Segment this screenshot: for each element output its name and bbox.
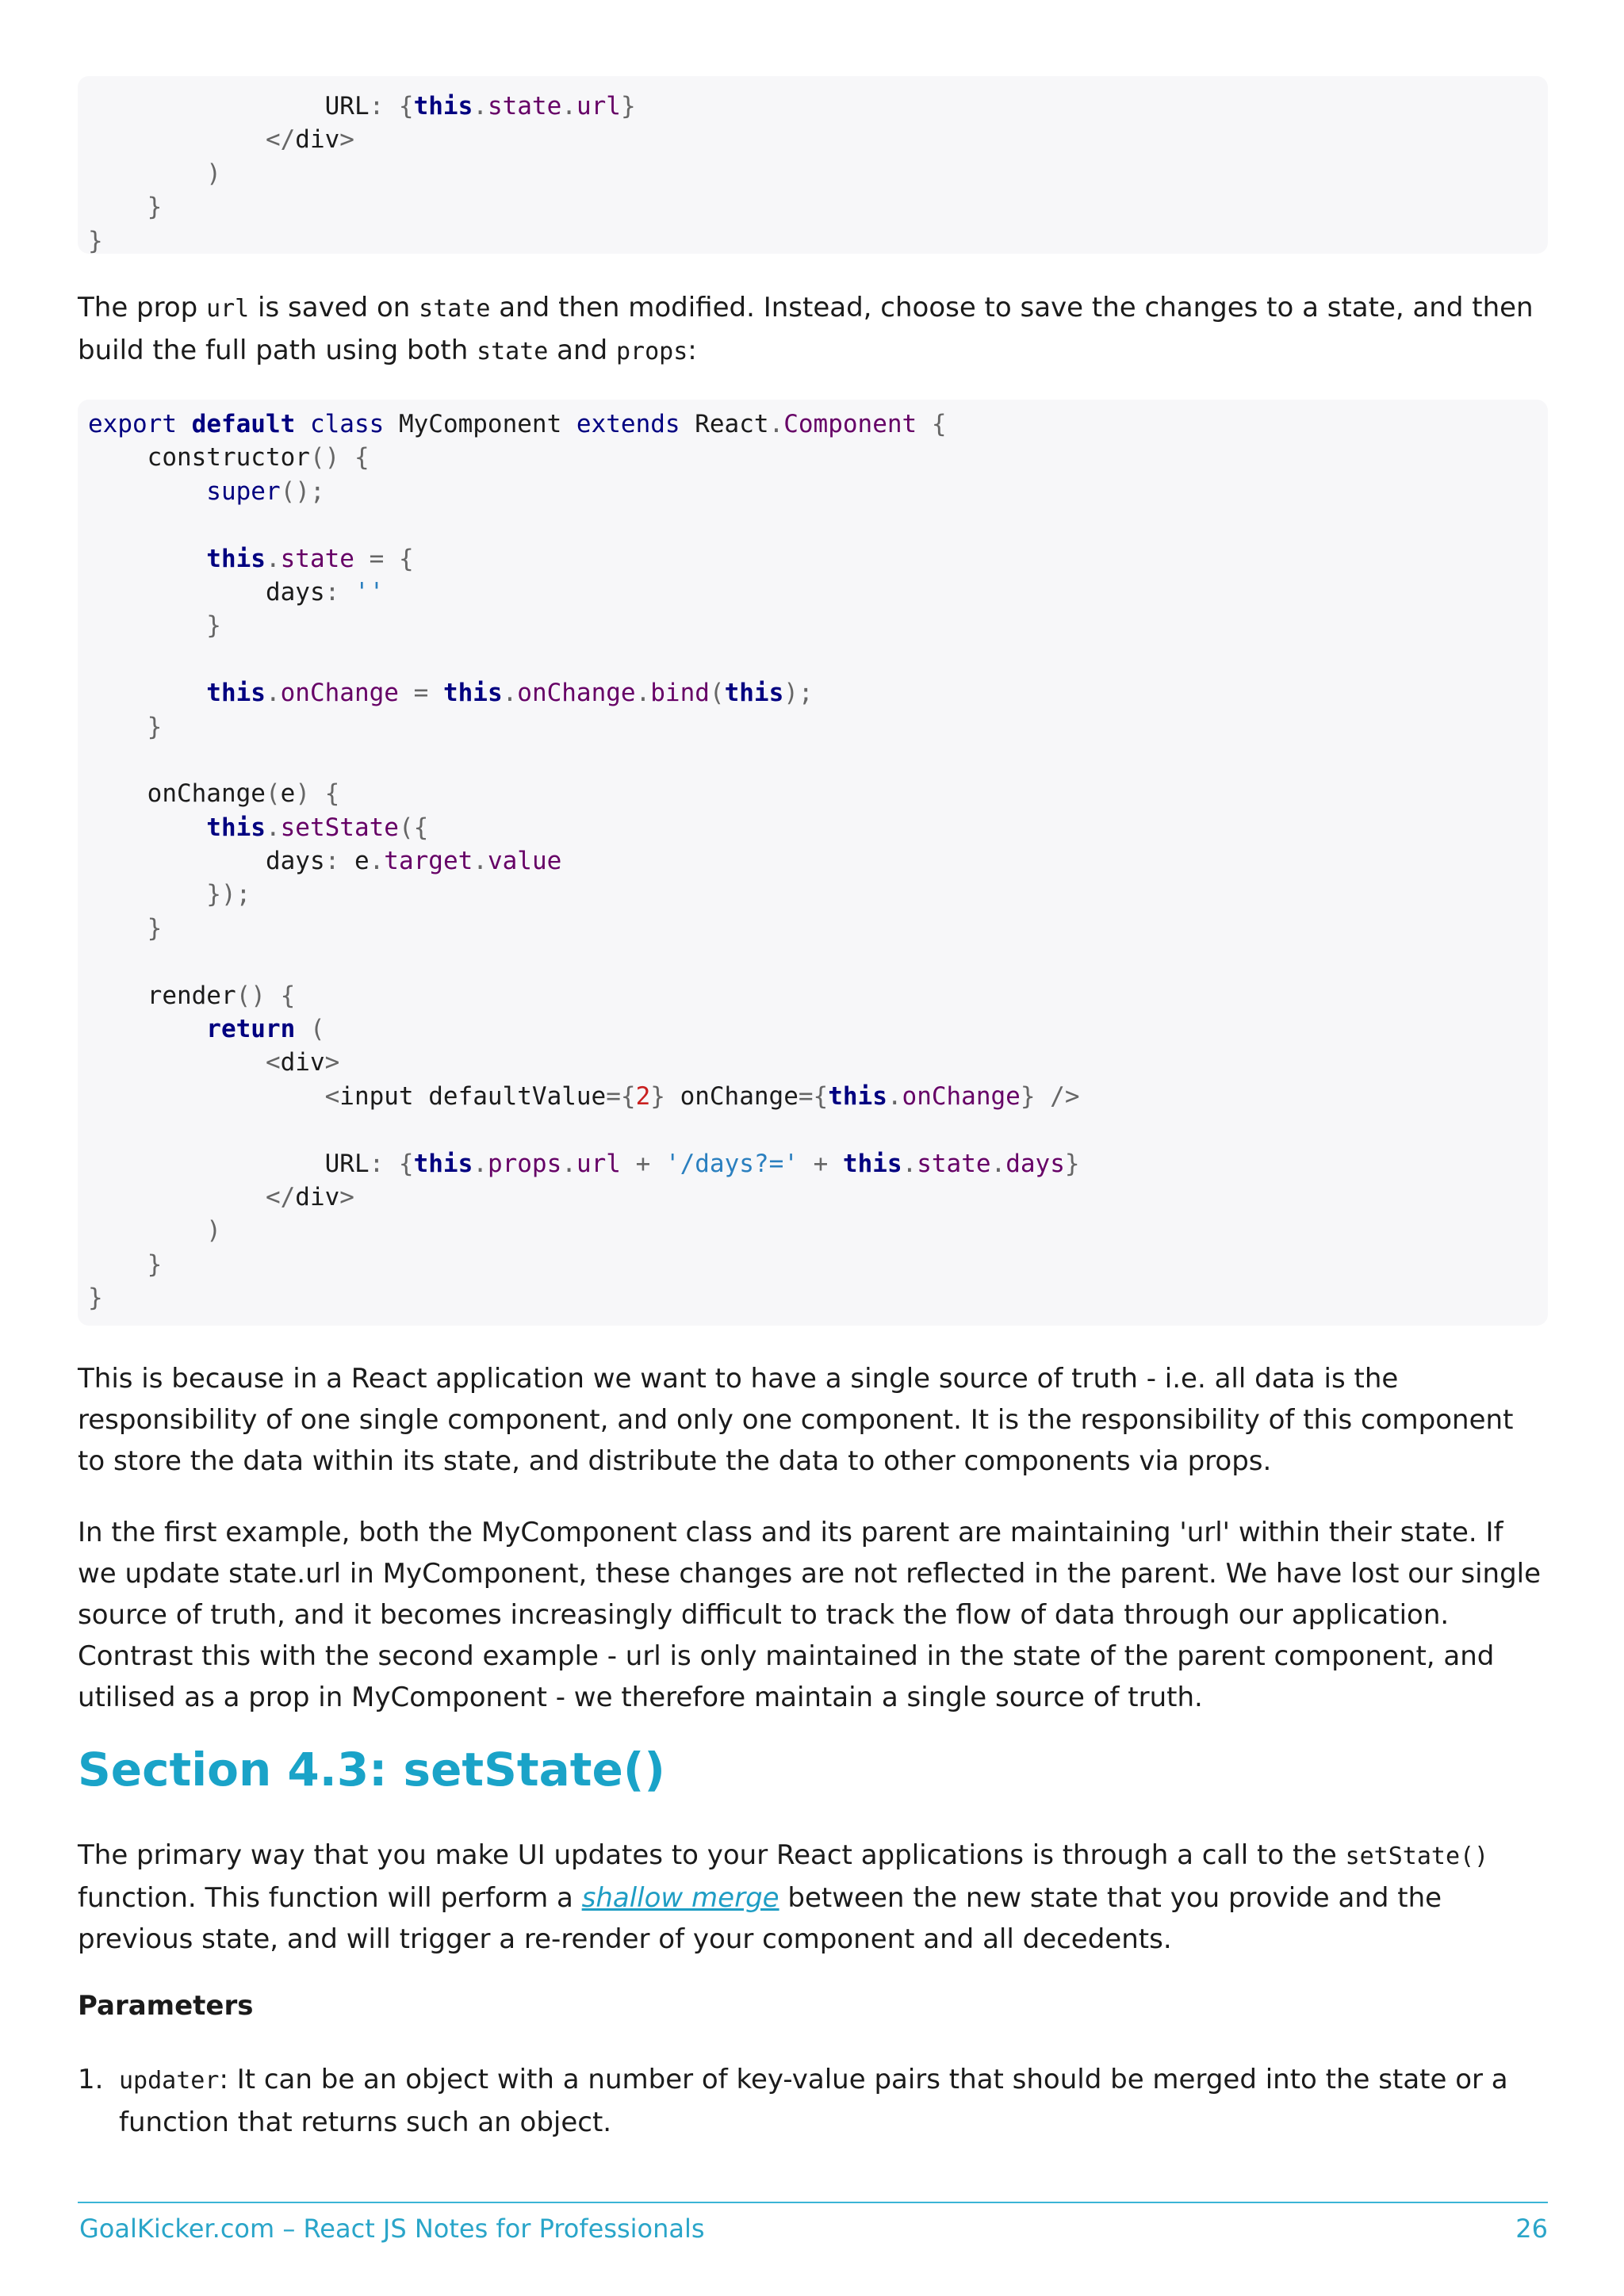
code-line: return ( — [88, 1015, 325, 1044]
code-line: ) — [88, 1216, 221, 1246]
code-listing — [78, 408, 1548, 1315]
page-number: 26 — [1515, 2214, 1548, 2244]
updater-code: updater — [119, 2067, 220, 2095]
code-line: } — [88, 712, 163, 741]
list-number: 1. — [78, 2064, 104, 2095]
list-item — [78, 2059, 1546, 2143]
code-block-previous — [78, 76, 1548, 254]
section-heading: Section 4.3: setState() — [78, 1743, 665, 1797]
footer-divider — [78, 2202, 1548, 2203]
code-line: constructor() { — [88, 443, 370, 473]
code-line: URL: {this.props.url + '/days?=' + this.state.days} — [88, 1149, 1080, 1178]
code-line: </div> — [88, 1182, 354, 1211]
code-line: <input defaultValue={2} onChange={this.onChange} /> — [88, 1081, 1080, 1111]
code-line — [88, 945, 1548, 978]
code-line: this.setState({ — [88, 813, 429, 842]
code-line: this.state = { — [88, 544, 414, 573]
paragraph-prop-url: The prop url is saved on state and then modified. Instead, choose to save the changes to a state, and then build the full path using both state and props: — [78, 292, 1534, 366]
code-listing — [78, 90, 1548, 258]
paragraph-single-source: This is because in a React application we want to have a single source of truth - i.e. all data is the responsibility of one single component, and only one component. It is the responsibility of this component to store the data within its state, and distribute the data to other components via props. — [78, 1363, 1514, 1477]
code-line: <div> — [88, 1048, 340, 1077]
shallow-merge-link[interactable]: shallow merge — [581, 1882, 779, 1914]
parameters-heading: Parameters — [78, 1990, 254, 2022]
code-line: } — [88, 193, 163, 222]
code-line: super(); — [88, 476, 325, 506]
code-line: URL: {this.state.url} — [88, 92, 636, 121]
code-line: export default class MyComponent extends React.Component { — [88, 410, 947, 438]
code-line: }); — [88, 880, 251, 909]
footer-title: GoalKicker.com – React JS Notes for Professionals — [79, 2214, 705, 2244]
code-line: onChange(e) { — [88, 779, 340, 809]
paragraph-setstate-intro: The primary way that you make UI updates to your React applications is through a call to the setState() function. This function will perform a shallow merge between the new state that you provide and the previous state, and will trigger a re-render of your component and all decedents. — [78, 1839, 1489, 1955]
code-line: } — [88, 226, 103, 255]
code-line: } — [88, 1284, 103, 1313]
list-item-text: : It can be an object with a number of key-value pairs that should be merged into the state or a function that returns such an object. — [119, 2064, 1508, 2138]
code-line: } — [88, 913, 163, 943]
code-line: } — [88, 611, 221, 641]
code-line: ) — [88, 159, 221, 188]
code-line — [88, 1113, 1548, 1146]
paragraph-first-example: In the first example, both the MyComponent class and its parent are maintaining 'url' within their state. If we update state.url in MyComponent, these changes are not reflected in the parent. We have lost our single source of truth, and it becomes increasingly difficult to track the flow of data through our application. Contrast this with the second example - url is only maintained in the state of the parent component, and utilised as a prop in MyComponent - we therefore maintain a single source of truth. — [78, 1517, 1542, 1713]
code-line: this.onChange = this.onChange.bind(this); — [88, 679, 814, 708]
code-line: } — [88, 1249, 163, 1279]
code-line: days: '' — [88, 577, 385, 607]
code-line: render() { — [88, 981, 296, 1010]
code-line: </div> — [88, 125, 354, 155]
code-line — [88, 744, 1548, 777]
code-line: days: e.target.value — [88, 847, 562, 876]
code-block-mycomponent — [78, 400, 1548, 1326]
code-line — [88, 508, 1548, 541]
code-line — [88, 643, 1548, 676]
